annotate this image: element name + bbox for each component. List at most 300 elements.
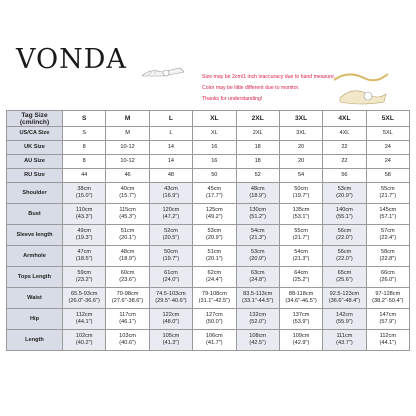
cell-imperial: (25.2") — [292, 277, 310, 283]
row-label-text: Tops Length — [17, 273, 52, 280]
cell-size: 44 — [81, 172, 88, 178]
size-cell — [323, 127, 366, 141]
size-cell — [63, 204, 106, 225]
cell-metric: 49cm — [77, 228, 92, 234]
size-cell — [236, 127, 279, 141]
cell-metric: 58cm — [380, 249, 395, 255]
size-cell — [236, 141, 279, 155]
size-cell — [106, 330, 149, 351]
size-cell — [366, 330, 409, 351]
size-cell — [106, 183, 149, 204]
size-cell — [366, 246, 409, 267]
cell-imperial: (21.7") — [292, 235, 310, 241]
cell-imperial: (19.3") — [75, 235, 93, 241]
cell-imperial: (24.0") — [162, 277, 180, 283]
cell-size: 10-12 — [120, 144, 135, 150]
cell-metric: 52cm — [164, 228, 178, 234]
size-cell — [106, 111, 149, 127]
size-cell — [193, 169, 236, 183]
size-cell — [106, 267, 149, 288]
cell-metric: 147cm — [379, 312, 397, 318]
cell-metric: 55cm — [294, 228, 308, 234]
row-label — [7, 288, 63, 309]
size-cell — [106, 309, 149, 330]
cell-imperial: (42.9") — [292, 340, 310, 346]
size-cell — [63, 111, 106, 127]
table-row — [7, 141, 410, 155]
size-cell — [236, 155, 279, 169]
table-row — [7, 204, 410, 225]
size-cell — [366, 111, 409, 127]
cell-imperial: (55.9") — [336, 319, 353, 325]
cell-metric: 38cm — [77, 186, 92, 192]
size-cell — [193, 127, 236, 141]
cell-imperial: (24.4") — [206, 277, 223, 283]
cell-metric: 50cm — [164, 249, 178, 255]
cell-imperial: (43.7") — [336, 340, 353, 346]
row-label-text: Armhole — [23, 252, 46, 259]
size-cell — [236, 225, 279, 246]
cell-metric: 109cm — [292, 333, 310, 339]
size-cell — [323, 309, 366, 330]
cell-size: 14 — [167, 158, 175, 164]
row-label — [7, 267, 63, 288]
cell-metric: 122cm — [162, 312, 180, 318]
row-label — [7, 111, 63, 127]
cell-metric: 40cm — [120, 186, 135, 192]
cell-metric: 54cm — [294, 249, 308, 255]
cell-imperial: (34.6"-46.5") — [285, 298, 317, 304]
table-row — [7, 127, 410, 141]
size-cell — [236, 267, 279, 288]
size-cell — [366, 127, 409, 141]
cell-imperial: (46.1") — [119, 319, 136, 325]
size-cell — [193, 246, 236, 267]
table-row — [7, 111, 410, 127]
size-cell — [323, 111, 366, 127]
size-cell — [279, 155, 322, 169]
size-cell — [63, 225, 106, 246]
size-cell — [193, 288, 236, 309]
size-cell — [193, 183, 236, 204]
row-label — [7, 330, 63, 351]
note-line: Thanks for understanding! — [202, 96, 263, 102]
size-cell — [323, 169, 366, 183]
cell-size: 10-12 — [120, 158, 135, 164]
cell-metric: 137cm — [292, 312, 310, 318]
row-label — [7, 183, 63, 204]
cell-imperial: (22.0") — [336, 256, 353, 262]
cell-metric: 74.5-103cm — [156, 291, 186, 297]
cell-metric: 53cm — [337, 186, 352, 192]
cell-imperial: (26.0"-36.6") — [68, 298, 100, 304]
table-row — [7, 330, 410, 351]
size-cell — [279, 141, 322, 155]
size-cell — [323, 183, 366, 204]
cell-metric: 66cm — [380, 270, 395, 276]
cell-metric: 111cm — [336, 333, 353, 339]
cell-imperial: (22.0") — [336, 235, 353, 241]
cell-imperial: (20.5") — [162, 235, 180, 241]
measuring-tape-icon — [140, 66, 190, 78]
size-cell — [279, 127, 322, 141]
row-label — [7, 141, 63, 155]
size-cell — [236, 309, 279, 330]
cell-imperial: (44.1") — [75, 319, 93, 325]
size-cell — [149, 267, 192, 288]
cell-imperial: (22.8") — [379, 256, 397, 262]
size-cell — [366, 155, 409, 169]
cell-metric: 132cm — [249, 312, 267, 318]
size-chart-table — [6, 110, 410, 351]
size-cell — [323, 267, 366, 288]
size-cell — [323, 155, 366, 169]
cell-imperial: (24.8") — [249, 277, 266, 283]
size-cell — [149, 169, 192, 183]
size-cell — [279, 111, 322, 127]
size-cell — [279, 225, 322, 246]
row-label-text: Hip — [29, 315, 39, 322]
cell-imperial: (16.9") — [162, 193, 180, 199]
cell-imperial: (33.1"-44.5") — [242, 298, 274, 304]
size-cell — [236, 330, 279, 351]
cell-imperial: (20.1") — [119, 235, 136, 241]
size-cell — [106, 288, 149, 309]
cell-metric: 83.5-113cm — [243, 291, 273, 297]
cell-metric: 60cm — [120, 270, 135, 276]
cell-imperial: (20.9") — [206, 235, 223, 241]
cell-imperial: (21.7") — [379, 193, 397, 199]
row-label-text: US/CA Size — [19, 130, 50, 136]
row-label-text: Waist — [27, 294, 42, 301]
size-cell — [63, 127, 106, 141]
size-cell — [366, 141, 409, 155]
cell-size: 5XL — [382, 130, 393, 136]
size-cell — [63, 267, 106, 288]
cell-imperial: (52.0") — [249, 319, 266, 325]
cell-imperial: (47.2") — [162, 214, 180, 220]
cell-metric: 63cm — [250, 270, 265, 276]
cell-size: 56 — [341, 172, 348, 178]
cell-imperial: (41.3") — [162, 340, 180, 346]
cell-metric: 79-108cm — [201, 291, 227, 297]
size-cell — [63, 246, 106, 267]
size-cell — [323, 246, 366, 267]
cell-metric: 65cm — [337, 270, 352, 276]
cell-imperial: (57.9") — [379, 319, 397, 325]
size-cell — [279, 267, 322, 288]
cell-size: 14 — [167, 144, 175, 150]
row-label — [7, 155, 63, 169]
cell-metric: 56cm — [337, 228, 352, 234]
cell-metric: 108cm — [249, 333, 267, 339]
cell-imperial: (38.2"-50.4") — [372, 298, 404, 304]
table-row — [7, 246, 410, 267]
row-label-text: Tag Size — [21, 111, 48, 119]
size-cell — [236, 183, 279, 204]
size-cell — [366, 288, 409, 309]
size-cell — [149, 225, 192, 246]
cell-size: L — [169, 130, 173, 136]
cell-imperial: (41.7") — [206, 340, 223, 346]
size-cell — [63, 288, 106, 309]
size-cell — [149, 288, 192, 309]
size-cell — [63, 183, 106, 204]
size-cell — [323, 288, 366, 309]
size-cell — [63, 141, 106, 155]
cell-metric: 103cm — [119, 333, 136, 339]
cell-metric: 56cm — [337, 249, 352, 255]
cell-imperial: (57.1") — [379, 214, 397, 220]
cell-metric: 140cm — [336, 207, 353, 213]
cell-imperial: (53.9") — [292, 319, 310, 325]
size-cell — [149, 141, 192, 155]
size-cell — [106, 127, 149, 141]
cell-metric: 55cm — [380, 186, 395, 192]
cell-imperial: (49.2") — [206, 214, 223, 220]
cell-imperial: (17.7") — [206, 193, 223, 199]
size-cell — [63, 330, 106, 351]
cell-imperial: (27.6"-38.6") — [111, 298, 144, 304]
size-cell — [236, 246, 279, 267]
size-cell — [279, 288, 322, 309]
cell-imperial: (48.0") — [162, 319, 180, 325]
cell-metric: 61cm — [164, 270, 178, 276]
size-cell — [149, 127, 192, 141]
cell-size: 8 — [82, 144, 86, 150]
cell-metric: 54cm — [250, 228, 265, 234]
cell-size: 3XL — [296, 130, 307, 136]
note-line: Color may be little different due to monitor. — [202, 85, 300, 91]
cell-size: 8 — [82, 158, 86, 164]
cell-metric: 130cm — [249, 207, 267, 213]
cell-imperial: (31.1"-42.5") — [198, 298, 230, 304]
cell-size: L — [168, 115, 173, 122]
row-label — [7, 246, 63, 267]
cell-metric: 110cm — [76, 207, 93, 213]
cell-size: 5XL — [381, 115, 394, 122]
brand-logo: VONDA — [16, 44, 127, 75]
cell-size: 4XL — [339, 130, 350, 136]
size-cell — [149, 111, 192, 127]
cell-metric: 97-128cm — [375, 291, 401, 297]
cell-metric: 50cm — [294, 186, 308, 192]
row-label-text: Bust — [28, 210, 41, 217]
cell-metric: 92.5-123cm — [329, 291, 360, 297]
size-cell — [279, 169, 322, 183]
cell-size: 3XL — [295, 115, 308, 122]
cell-size: 24 — [384, 144, 391, 150]
cell-metric: 117cm — [119, 312, 136, 318]
size-cell — [193, 267, 236, 288]
table-row — [7, 309, 410, 330]
cell-imperial: (25.6") — [336, 277, 353, 283]
cell-imperial: (45.3") — [119, 214, 136, 220]
size-cell — [149, 246, 192, 267]
cell-size: M — [125, 130, 130, 136]
cell-size: 18 — [254, 144, 261, 150]
size-cell — [193, 204, 236, 225]
cell-metric: 88-118cm — [288, 291, 314, 297]
table-row — [7, 225, 410, 246]
cell-metric: 120cm — [162, 207, 180, 213]
row-label-text: RU Size — [24, 172, 45, 178]
table-row — [7, 267, 410, 288]
header — [0, 0, 416, 108]
cell-size: 16 — [211, 144, 218, 150]
size-cell — [193, 225, 236, 246]
cell-size: XL — [210, 130, 218, 136]
cell-size: 4XL — [338, 115, 351, 122]
cell-metric: 142cm — [336, 312, 353, 318]
row-label — [7, 204, 63, 225]
cell-size: 24 — [384, 158, 391, 164]
cell-imperial: (50.0") — [206, 319, 223, 325]
cell-metric: 43cm — [164, 186, 178, 192]
cell-metric: 102cm — [75, 333, 93, 339]
size-cell — [193, 111, 236, 127]
cell-imperial: (53.1") — [292, 214, 310, 220]
cell-size: 22 — [341, 144, 348, 150]
cell-imperial: (26.0") — [379, 277, 397, 283]
size-cell — [106, 169, 149, 183]
size-cell — [193, 330, 236, 351]
size-cell — [149, 309, 192, 330]
table-row — [7, 169, 410, 183]
cell-size: M — [124, 115, 131, 122]
cell-metric: 45cm — [207, 186, 222, 192]
cell-imperial: (21.3") — [249, 235, 266, 241]
size-cell — [323, 225, 366, 246]
cell-imperial: (20.9") — [336, 193, 353, 199]
size-cell — [106, 155, 149, 169]
size-cell — [366, 183, 409, 204]
table-row — [7, 288, 410, 309]
row-label — [7, 169, 63, 183]
note-line: Size may be 2cm/1 inch inaccuracy due to hand measure. — [202, 74, 336, 80]
size-cell — [366, 267, 409, 288]
row-label-text: Shoulder — [22, 189, 47, 196]
cell-imperial: (21.3") — [292, 256, 310, 262]
cell-size: 22 — [341, 158, 348, 164]
size-cell — [366, 204, 409, 225]
row-label — [7, 225, 63, 246]
row-label-text: UK Size — [24, 144, 45, 150]
table-row — [7, 155, 410, 169]
size-cell — [106, 225, 149, 246]
cell-size: XL — [210, 115, 219, 122]
row-label-text: Sleeve length — [16, 231, 53, 238]
cell-metric: 53cm — [207, 228, 222, 234]
cell-size: 58 — [384, 172, 391, 178]
cell-size: 46 — [124, 172, 131, 178]
cell-metric: 51cm — [120, 228, 135, 234]
cell-metric: 51cm — [207, 249, 222, 255]
size-cell — [193, 141, 236, 155]
cell-imperial: (15.0") — [75, 193, 93, 199]
cell-metric: 115cm — [119, 207, 136, 213]
cell-imperial: (40.2") — [75, 340, 93, 346]
cell-size: 54 — [297, 172, 305, 178]
cell-size: 18 — [254, 158, 261, 164]
cell-metric: 48cm — [250, 186, 265, 192]
row-label-text: AU Size — [24, 158, 45, 164]
cell-imperial: (18.9") — [249, 193, 266, 199]
cell-metric: 65.5-93cm — [70, 291, 98, 297]
cell-metric: 112cm — [379, 333, 396, 339]
size-cell — [279, 309, 322, 330]
cell-metric: 47cm — [77, 249, 92, 255]
size-cell — [193, 309, 236, 330]
cell-size: 2XL — [252, 130, 263, 136]
cell-imperial: (51.2") — [249, 214, 266, 220]
cell-imperial: (18.9") — [119, 256, 136, 262]
cell-size: 52 — [254, 172, 261, 178]
cell-imperial: (19.7") — [292, 193, 310, 199]
cell-imperial: (55.1") — [336, 214, 353, 220]
cell-imperial: (36.6"-48.4") — [328, 298, 361, 304]
cell-imperial: (20.1") — [206, 256, 223, 262]
size-cell — [279, 183, 322, 204]
cell-size: 48 — [167, 172, 175, 178]
size-cell — [366, 225, 409, 246]
cell-metric: 53cm — [250, 249, 265, 255]
cell-imperial: (23.6") — [119, 277, 136, 283]
size-cell — [323, 330, 366, 351]
size-cell — [149, 330, 192, 351]
size-cell — [366, 169, 409, 183]
cell-size: 50 — [211, 172, 218, 178]
size-cell — [236, 204, 279, 225]
cell-imperial: (19.7") — [162, 256, 180, 262]
cell-metric: 64cm — [294, 270, 308, 276]
cell-metric: 127cm — [205, 312, 223, 318]
size-cell — [279, 246, 322, 267]
cell-metric: 125cm — [205, 207, 223, 213]
cell-imperial: (22.4") — [379, 235, 397, 241]
cell-size: S — [81, 115, 87, 122]
cell-imperial: (42.5") — [249, 340, 266, 346]
size-cell — [106, 141, 149, 155]
size-cell — [279, 204, 322, 225]
size-cell — [279, 330, 322, 351]
cell-imperial: (44.1") — [379, 340, 397, 346]
size-cell — [106, 246, 149, 267]
cell-imperial: (15.7") — [119, 193, 136, 199]
cell-imperial: (18.5") — [75, 256, 93, 262]
cell-imperial: (23.2") — [75, 277, 93, 283]
cell-metric: 145cm — [379, 207, 397, 213]
size-cell — [149, 204, 192, 225]
size-cell — [323, 141, 366, 155]
size-cell — [236, 288, 279, 309]
cell-imperial: (29.5"-40.6") — [155, 298, 187, 304]
size-cell — [63, 169, 106, 183]
size-cell — [323, 204, 366, 225]
cell-metric: 106cm — [205, 333, 223, 339]
row-label-text: (cm/inch) — [19, 118, 50, 126]
cell-metric: 57cm — [380, 228, 395, 234]
cell-metric: 59cm — [77, 270, 92, 276]
cell-size: 20 — [297, 158, 305, 164]
row-label — [7, 127, 63, 141]
row-label-text: Length — [25, 336, 44, 343]
cell-size: 20 — [297, 144, 305, 150]
cell-metric: 70-98cm — [116, 291, 139, 297]
cell-metric: 48cm — [120, 249, 135, 255]
cell-imperial: (40.6") — [119, 340, 136, 346]
size-cell — [236, 169, 279, 183]
